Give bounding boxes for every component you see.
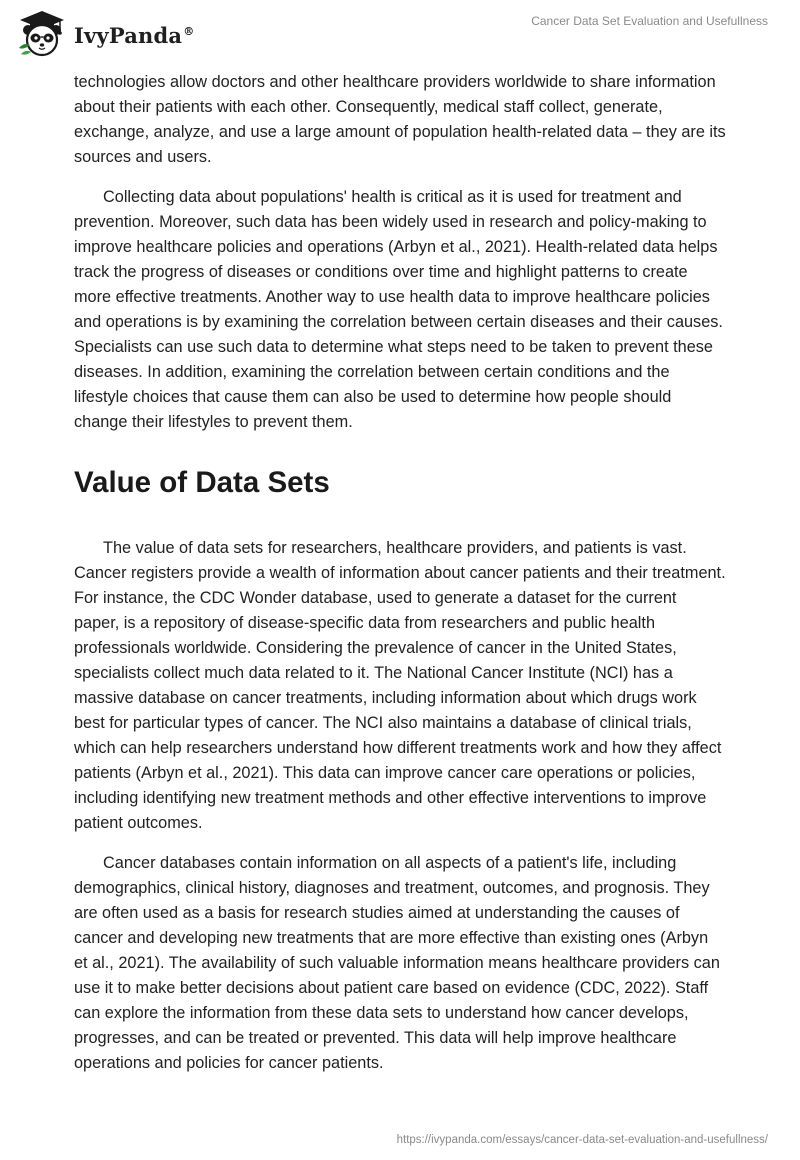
brand-name — [74, 23, 194, 48]
ivypanda-logo[interactable] — [16, 8, 194, 60]
paragraph: Collecting data about populations' health is critical as it is used for treatment and prevention. Moreover, such data has been widely used in research and policy-making to improve healthcare policies and operations (Arbyn et al., 2021). Health-related data helps track the progress of diseases or conditions over time and highlight patterns to create more effective treatments. Another way to use health data to improve healthcare policies and operations is by examining the correlation between certain diseases and their causes. Specialists can use such data to determine what steps need to be taken to prevent these diseases. In addition, examining the correlation between certain conditions and the lifestyle choices that cause them can also be used to determine how people should change their lifestyles to prevent them. — [74, 188, 723, 431]
paragraph: The value of data sets for researchers, healthcare providers, and patients is vast. Cancer registers provide a wealth of information about cancer patients and their treatment. For instance, the CDC Wonder database, used to generate a dataset for the current paper, is a repository of disease-specific data from researchers and public health professionals worldwide. Considering the prevalence of cancer in the United States, specialists collect much data related to it. The National Cancer Institute (NCI) has a massive database on cancer treatments, including information about which drugs work best for particular types of cancer. The NCI also maintains a database of clinical trials, which can help researchers understand how different treatments work and how they affect patients (Arbyn et al., 2021). This data can improve cancer care operations or policies, including identifying new treatment methods and other effective interventions to improve patient outcomes. — [74, 539, 726, 832]
document-title: Cancer Data Set Evaluation and Usefullness — [531, 14, 768, 28]
paragraph-continued: technologies allow doctors and other healthcare providers worldwide to share information about their patients with each other. Consequently, medical staff collect, generate, exchange, analyze, and use a large amount of population health-related data – they are its sources and users. — [74, 73, 726, 166]
registered-mark: ® — [183, 24, 195, 38]
essay-content — [74, 70, 726, 1091]
section-heading: Value of Data Sets — [74, 466, 330, 499]
panda-graduate-icon — [16, 8, 68, 60]
brand-name-text: IvyPanda — [74, 22, 183, 48]
paragraph: Cancer databases contain information on all aspects of a patient's life, including demographics, clinical history, diagnoses and treatment, outcomes, and prognosis. They are often used as a basis for research studies aimed at understanding the causes of cancer and developing new treatments that are more effective than existing ones (Arbyn et al., 2021). The availability of such valuable information means healthcare providers can use it to make better decisions about patient care based on evidence (CDC, 2022). Staff can explore the information from these data sets to understand how cancer develops, progresses, and can be treated or prevented. This data will help improve healthcare operations and policies for cancer patients. — [74, 854, 720, 1072]
source-url[interactable]: https://ivypanda.com/essays/cancer-data-set-evaluation-and-usefullness/ — [396, 1134, 768, 1146]
page-header — [0, 0, 800, 70]
